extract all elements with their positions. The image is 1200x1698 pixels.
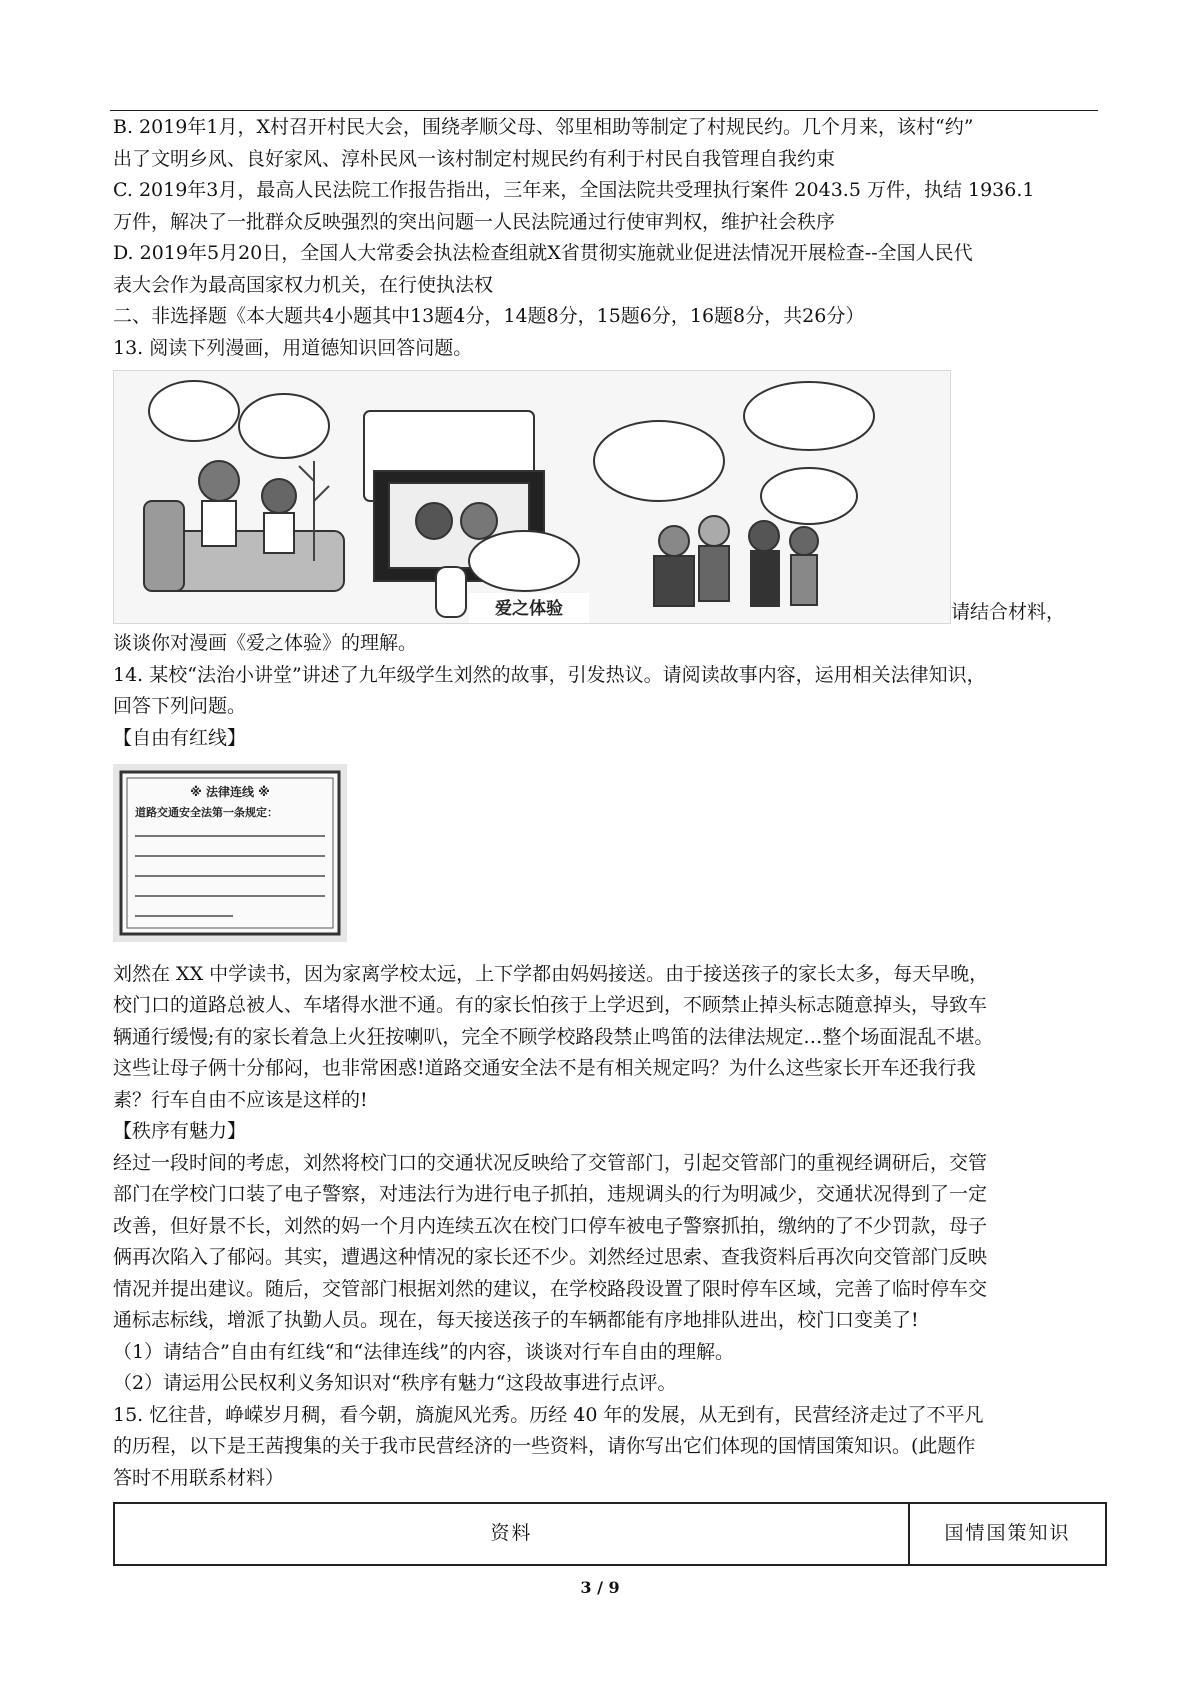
- q14-story1-line3: 辆通行缓慢;有的家长着急上火狂按喇叭，完全不顾学校路段禁止鸣笛的法律法规定…整个场面混乱不堪。: [113, 1025, 994, 1048]
- q14-story1-line4: 这些让母子俩十分郁闷，也非常困惑!道路交通安全法不是有相关规定吗？为什么这些家长开车还我行我: [113, 1057, 976, 1079]
- page-content: [113, 112, 1098, 1566]
- q13-comic-row: [113, 370, 1098, 628]
- section-heading: 二、非选择题《本大题共4小题其中13题4分，14题8分，15题6分，16题8分，共26分）: [113, 305, 865, 327]
- option-b-line2: 出了文明乡风、良好家风、淳朴民风一该村制定村规民约有利于村民自我管理自我约束: [113, 147, 836, 170]
- q13-stem: 13. 阅读下列漫画，用道德知识回答问题。: [113, 336, 473, 359]
- q14-stem-line1: 14. 某校“法治小讲堂”讲述了九年级学生刘然的故事，引发热议。请阅读故事内容，运用相关法律知识，: [113, 663, 986, 686]
- top-rule: [110, 110, 1098, 111]
- q15-table: [113, 1502, 1107, 1566]
- q14-story2-line1: 经过一段时间的考虑，刘然将校门口的交通状况反映给了交管部门，引起交管部门的重视经调研后，交管: [113, 1151, 988, 1174]
- q14-story2-line5: 情况并提出建议。随后，交管部门根据刘然的建议，在学校路段设置了限时停车区域，完善了临时停车交: [113, 1277, 988, 1300]
- q15-line1: 15. 忆往昔，峥嵘岁月稠，看今朝，旖旎风光秀。历经 40 年的发展，从无到有，民营经济走过了不平凡: [113, 1403, 984, 1426]
- q14-stem-line2: 回答下列问题。: [113, 695, 247, 717]
- q14-sub1: （1）请结合”自由有红线“和“法律连线”的内容，谈谈对行车自由的理解。: [113, 1340, 734, 1363]
- q14-story1-line2: 校门口的道路总被人、车堵得水泄不通。有的家长怕孩于上学迟到，不顾禁止掉头标志随意掉头，导致车: [113, 994, 988, 1016]
- law-box-image: [113, 764, 347, 942]
- option-d-line1: D. 2019年5月20日，全国人大常委会执法检查组就X省贯彻实施就业促进法情况开展检查--全国人民代: [113, 242, 973, 264]
- law-box-title: ※ 法律连线 ※: [190, 785, 270, 799]
- q15-line3: 答时不用联系材料）: [113, 1466, 285, 1489]
- q14-sub2: （2）请运用公民权利义务知识对“秩序有魅力“这段故事进行点评。: [113, 1372, 677, 1394]
- comic-title: 爱之体验: [495, 599, 563, 619]
- option-d-line2: 表大会作为最高国家权力机关，在行使执法权: [113, 273, 494, 296]
- table-header-materials: 资料: [115, 1504, 910, 1564]
- q14-part2-title: 【秩序有魅力】: [113, 1120, 247, 1142]
- q14-story1-line5: 素？行车自由不应该是这样的!: [113, 1088, 368, 1111]
- q14-story2-line2: 部门在学校门口装了电子警察，对违法行为进行电子抓拍，违规调头的行为明减少，交通状况得到了一定: [113, 1183, 988, 1205]
- q14-part1-title: 【自由有红线】: [113, 726, 247, 749]
- q13-line2: 谈谈你对漫画《爱之体验》的理解。: [113, 632, 418, 654]
- q15-line2: 的历程，以下是王茜搜集的关于我市民营经济的一些资料，请你写出它们体现的国情国策知识。(此题作: [113, 1435, 976, 1457]
- q13-after-image: 请结合材料，: [951, 600, 1066, 623]
- option-c-line2: 万件，解决了一批群众反映强烈的突出问题一人民法院通过行使审判权，维护社会秩序: [113, 210, 836, 233]
- option-c-line1: C. 2019年3月，最高人民法院工作报告指出，三年来，全国法院共受理执行案件 2043.5 万件，执结 1936.1: [113, 179, 1035, 201]
- comic-image: [113, 370, 951, 624]
- q14-story1-line1: 刘然在 XX 中学读书，因为家离学校太远，上下学都由妈妈接送。由于接送孩子的家长太多，每天早晚，: [113, 962, 989, 985]
- q14-story2-line6: 通标志标线，增派了执勤人员。现在，每天接送孩子的车辆都能有序地排队进出，校门口变美了!: [113, 1309, 919, 1331]
- table-header-knowledge: 国情国策知识: [944, 1522, 1071, 1545]
- q14-story2-line4: 俩再次陷入了郁闷。其实，遭遇这种情况的家长还不少。刘然经过思索、查我资料后再次向交管部门反映: [113, 1246, 988, 1268]
- option-b-line1: B. 2019年1月，X村召开村民大会，围绕孝顺父母、邻里相助等制定了村规民约。几个月来，该村“约”: [113, 116, 974, 138]
- law-box-subtitle: 道路交通安全法第一条规定：: [135, 806, 278, 819]
- q14-story2-line3: 改善，但好景不长，刘然的妈一个月内连续五次在校门口停车被电子警察抓拍，缴纳的了不少罚款，母子: [113, 1214, 988, 1237]
- page-number: 3 / 9: [580, 1578, 620, 1597]
